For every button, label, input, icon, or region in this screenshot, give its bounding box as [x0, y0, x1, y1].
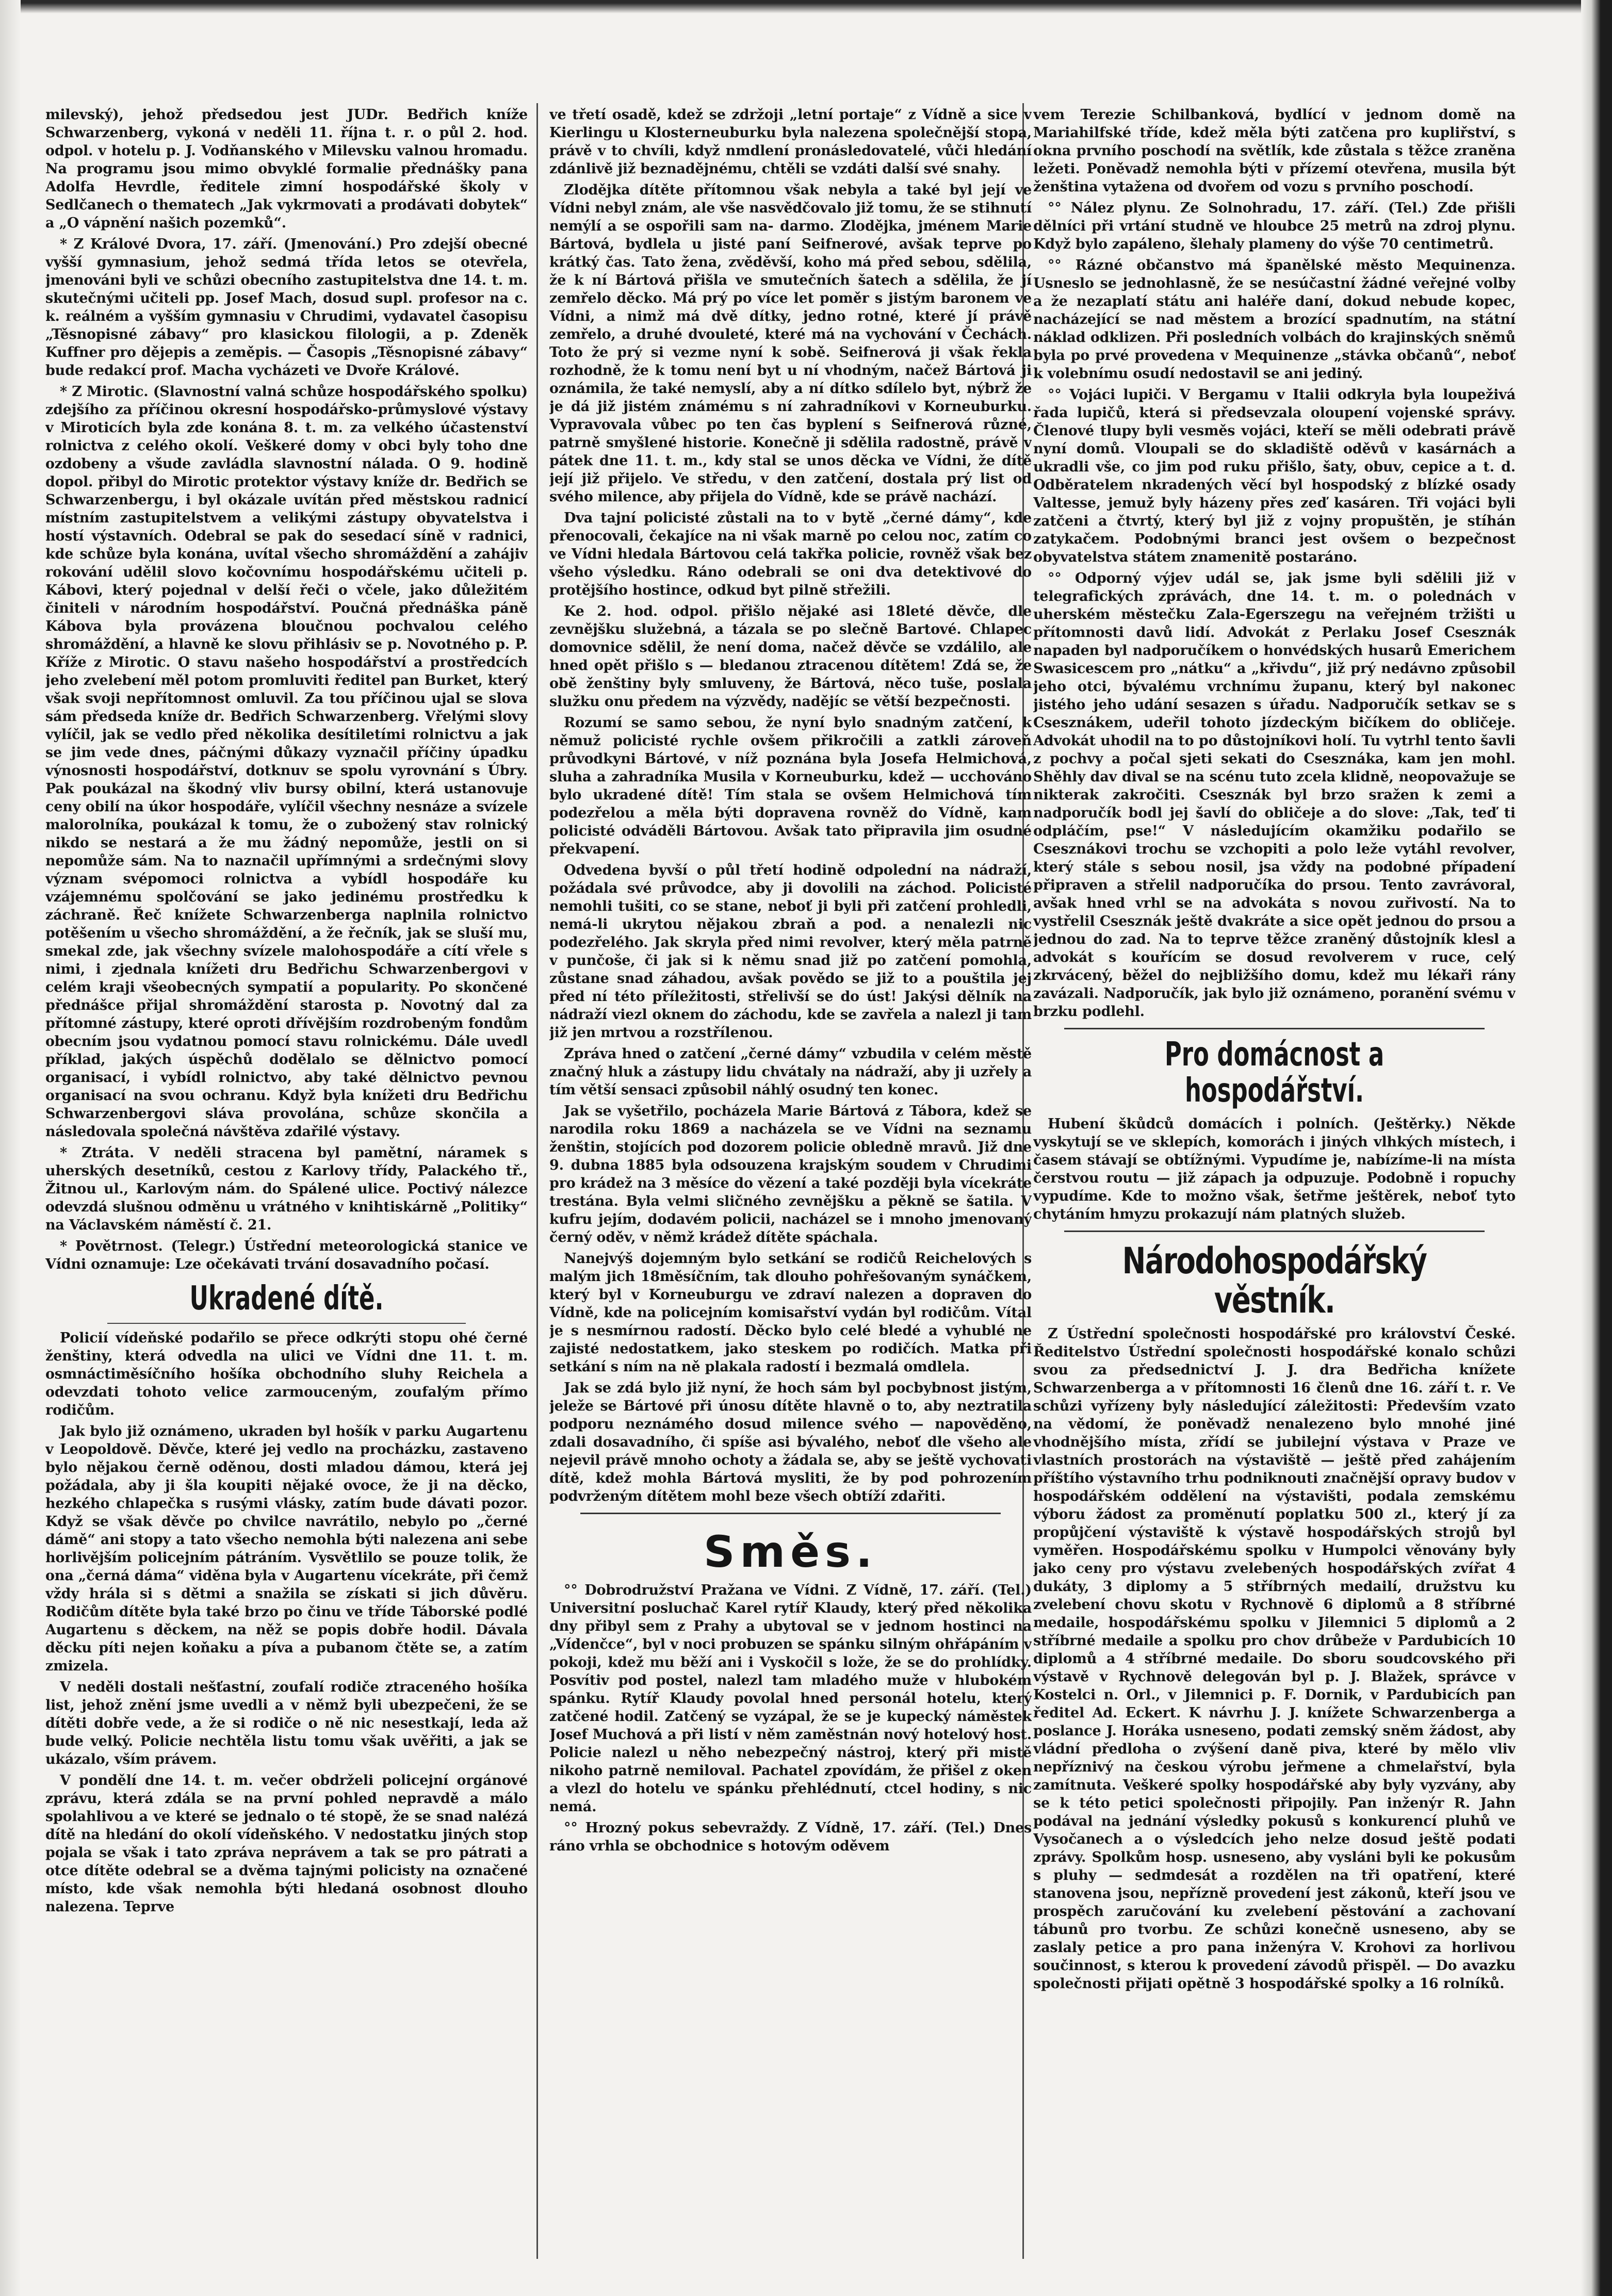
scan-edge-top: [0, 0, 1612, 13]
news-item-povetrnost: * Povětrnost. (Telegr.) Ústřední meteorologická stanice ve Vídni oznamuje: Lze očekávati trvání dosavadního počasí.: [45, 1238, 528, 1272]
section-divider: [580, 1513, 1001, 1514]
article-paragraph: Zlodějka dítěte přítomnou však nebyla a také byl její ve Vídni nebyl znám, ale vše nasvědčovalo již tomu, že se stihnutí nemýlí a se ospořili sam na- darmo. Zlodějka, jménem Marie Bártová, bydlela u jisté paní Seifnerové, avšak teprve po krátký čas. Tato žena, zvěděvší, koho má před sebou, sdělila, že k ní Bártová přišla ve smutečních šatech a sdělila, že jí zemřelo děcko. Má prý po více let poměr s jistým baronem ve Vídni, a nimž má dvě dítky, jedno rotné, které jí právě zemřelo, a druhé dvouleté, které má na vychování v Čechách. Toto že prý si vezme nyní k sobě. Seifnerová ji však řekla rozhodně, že k tomu není byt u ní vhodným, načež Bártová ji oznámila, že také nemyslí, aby a ní dítko sdílelo byt, nýbrž že je dá již jistém známému s ní zahradníkovi v Korneuburku. Vypravovala vůbec po ten čas byplení s Seifnerová různé, patrně smyšlené historie. Konečně ji sdělila radostně, právě v pátek dne 11. t. m., kdy stal se unos děcka ve Vídni, že dítě její již přijelo. Ve středu, v den zatčení, dostala prý list od svého milence, aby přijela do Vídně, kde se právě nachází.: [549, 182, 1032, 505]
news-item-vojaci-lupici: °° Vojáci lupiči. V Bergamu v Italii odkryla byla loupeživá řada lupičů, která si předsevzala oloupení vojenské správy. Členové tlupy byli vesměs vojáci, kteří se měli odebrati právě nyní domů. Vloupali se do skladiště oděvů v kasárnách a ukradli vše, co jim pod ruku přišlo, šaty, obuv, cepice a t. d. Odběratelem nkradených věcí byl hospodský z blízké osady Valtesse, jemuž byly házeny přes zeď kasáren. Tři vojáci byli zatčeni a čtvrtý, který byl již z vojny propuštěn, je stíhán zatykačem. Podobnými branci jest ovšem o bezpečnost obyvatelstva státem znamenitě postaráno.: [1033, 387, 1516, 565]
article-paragraph: Nanejvýš dojemným bylo setkání se rodičů Reichelových s malým jich 18měsíčním, tak dlouho pohřešovaným synáčkem, který byl v Korneuburgu ve zdraví nalezen a dopraven do Vídně, kde na policejním komisařství vydán byl rodičům. Vítal je s nesmírnou radostí. Děcko bylo celé bledé a vyhublé ne zajisté nedostatkem, jako steskem po rodičích. Matka při setkání s ním na ně plakala radostí i bezmalá omdlela.: [549, 1251, 1032, 1375]
scan-edge-left: [0, 0, 21, 2296]
news-item-kralove-dvur: * Z Králové Dvora, 17. září. (Jmenování.) Pro zdejší obecné vyšší gymnasium, jehož sedmá třída letos se otevřela, jmenováni byli ve schůzi obecního zastupitelstva dne 14. t. m. skutečnými učiteli pp. Josef Mach, dosud supl. profesor na c. k. reálném a vyšším gymnasiu v Chrudimi, vydavatel časopisu „Těsnopisné zábavy“ pro klasickou filologii, a p. Zdeněk Kuffner pro dějepis a zeměpis. — Časopis „Těsnopisné zábavy“ bude redakcí prof. Macha vycházeti ve Dvoře Králové.: [45, 236, 528, 379]
section-heading-domacnost: Pro domácnost a hospodářství.: [1164, 1036, 1385, 1110]
column-2: [549, 106, 1032, 2256]
article-paragraph: Z Ústřední společnosti hospodářské pro království České. Ředitelstvo Ústřední společnosti hospodářské konalo schůzi svou za předsednictví J. J. dra Bedřicha knížete Schwarzenberga a v přítomnosti 16 členů dne 16. září t. r. Ve schůzi vyřízeny byly následující záležitosti: Především vzato na vědomí, že poněvadž nenalezeno bylo mnohé jiné vhodnějšího místa, zřídí se jubilejní výstava v Praze ve vlastních prostorách na výstaviště — ještě před zahájením příštího výstavního trhu podniknouti značnější opravy budov v hospodářském oddělení na výstavišti, podala zemskému výboru žádost za proměnutí poplatku 500 zl., který jí za propůjčení výstaviště k výstavě hospodářských strojů byl vyměřen. Hospodářskému spolku v Humpolci věnovány byly jako ceny pro výstavu zvelebených hospodářských zvířat 4 dukáty, 3 diplomy a 5 stříbrných medailí, družstvu ku zvelebení chovu skotu v Rychnově 6 diplomů a 8 stříbrné medaile, hospodářskému spolku v Jilemnici 5 diplomů a 2 stříbrné medaile a spolku pro chov drůbeže v Pardubicích 10 diplomů a 4 stříbrné medaile. Do sboru soudcovského při výstavě v Rychnově delegován byl p. J. Blažek, správce v Kostelci n. Orl., v Jilemnici p. F. Dornik, v Pardubicích pan ředitel Ad. Eckert. K návrhu J. J. knížete Schwarzenberga a poslance J. Horáka usneseno, podati zemský sněm žádost, aby vládní předloha o zvýšení daně piva, které by mělo vliv nepříznivý na českou výrobu jeřmene a chmelařství, byla zamítnuta. Veškeré spolky hospodářské aby byly vyzvány, aby se k této petici společnosti připojily. Pan inženýr R. Jahn podával na jednání výsledky pokusů s konkurencí pluhů ve Vysočanech a o výsledcích jeho nelze dosud ještě podati zprávy. Spolkům hosp. usneseno, aby vysláni byli ke pokusům s pluhy — sedmdesát a rozdělen na tři opatření, které stanovena jsou, nepřízně provedení jest zákonů, kteří jsou ve prospěch zaručování ku zvelebení pěstování a zachovaní tábunů pro tvorbu. Ze schůzi konečně usneseno, aby se zaslaly petice a pro pana inženýra V. Krohovi za horlivou součinnost, s kterou k provedení závodů přispěl. — Do avazku společnosti přijati opětně 3 hospodářské spolky a 16 rolníků.: [1033, 1326, 1516, 1992]
article-paragraph: V pondělí dne 14. t. m. večer obdrželi policejní orgánové zprávu, která zdála se na první pohled nepravdě a málo spolahlivou a ve které se jednalo o té stopě, že se snad nalézá dítě na hledání do okolí vídeňského. V nedostatku jiných stop pojala se však i tato zpráva neprávem a tak se pro pátrati a otce dítěte odebral se a dvěma tajnými policisty na označené místo, kde však nemohla býti hledaná osobnost dlouho nalezena. Teprve: [45, 1773, 528, 1915]
article-paragraph: Jak se zdá bylo již nyní, že hoch sám byl pocbybnost jistým, jeleže se Bártové při únosu dítěte hlavně o to, aby neztratila podporu neznámého dosud milence svého — napověděno, zdali dosavadního, či spíše asi bývalého, neboť dle všeho ale nejevil právě mnoho ochoty a žádala se, aby se ještě vychovati dítě, kdež mohla Bártová mysliti, že by pod pohrozením podvrženým dítětem mohl beze všech obtíží zdařiti.: [549, 1380, 1032, 1504]
news-item-sebevrazda: °° Hrozný pokus sebevraždy. Z Vídně, 17. září. (Tel.) Dnes ráno vrhla se obchodnice s hotovým oděvem: [549, 1820, 1032, 1854]
scan-edge-right: [1581, 0, 1612, 2296]
article-paragraph: Ke 2. hod. odpol. přišlo nějaké asi 18leté děvče, dle zevnějšku služebná, a tázala se po slečně Bartové. Chlapec domovnice sdělil, že není doma, načež děvče se vzdálilo, ale hned opět přišlo s — bledanou ztracenou dítětem! Zdá se, že obě ženštiny byly smluveny, že Bártová, něco tuše, poslala služku onu předem na výzvědy, nadějíc se větší bezpečnosti.: [549, 603, 1032, 710]
column-1: [45, 106, 528, 2256]
article-paragraph: ve třetí osadě, kdež se zdržoji „letní portaje“ z Vídně a sice v Kierlingu u Klosterneuburku byla nalezena společnější stopa, právě v to chvíli, když nmdlení pronásledovatelé, vůči hledání zdánlivě již beznadějnému, chtěli se vzdáti další své snahy.: [549, 107, 1032, 177]
column-3: [1033, 106, 1516, 2256]
news-item-odporny-vyjev: °° Odporný výjev udál se, jak jsme byli sdělili již v telegrafických zprávách, dne 14. t. m. o polednách v uherském městečku Zala-Egerszegu na veřejném tržišti u přítomnosti davů lidí. Advokát z Perlaku Josef Csesznák napaden byl nadporučíkem o honvédských husarů Emerichem Swasicescem pro „nátku“ a „křivdu“, již prý nedávno způsobil jeho otci, bývalému vrchnímu županu, který byl nakonec jistého jeho udání sesazen s úřadu. Nadporučík setkav se s Csesznákem, udeřil tohoto jízdeckým bičíkem do obličeje. Advokát uhodil na to po důstojníkovi holí. Tu vytrhl tento šavli z pochvy a počal sjeti sekati do Csesznáka, kam jen mohl. Shěhly dav dival se na scénu tuto zcela klidně, neopovažuje se nikterak zakročiti. Csesznák byl brzo sražen k zemi a nadporučík bodl jej šavlí do obličeje a do slove: „Tak, teď ti odpláčím, pse!“ V následujícím okamžiku podařilo se Csesznákovi trochu se vzchopiti a polo leže vytáhl revolver, který stále s sebou nosil, jsa vždy na podobné případení připraven a střelil nadporučíka do prsou. Tento zavrávoral, avšak hned vrhl se na advokáta s novou zuřivostí. Na to vystřelil Csesznák ještě dvakráte a sice opět jednou do prsou a jednou do zad. Na to teprve těžce zraněný důstojník klesl a advokát s kouřícím se dosud revolverem v ruce, celý zkrvácený, běžel do nejbližšího domu, kdež mu lékaři rány zavázali. Nadporučík, jak bylo již oznámeno, poranění svému v brzku podlehl.: [1033, 570, 1516, 1020]
heading-underline: [107, 1323, 466, 1324]
article-paragraph: vem Terezie Schilbanková, bydlící v jednom domě na Mariahilfské tříde, kdež měla býti zatčena pro kupliřství, s okna prvního poschodí na světlík, kde zůstala s těžce zraněna ležeti. Poněvadž nemohla býti v přízemí otevřena, musila být ženština vytažena od dvořem od vozu s prvního poschodí.: [1033, 107, 1516, 195]
section-divider: [1064, 1231, 1485, 1232]
article-paragraph: V neděli dostali nešťastní, zoufalí rodiče ztraceného hošíka list, jehož znění jsme uvedli a v němž byli ubezpečeni, že se dítěti dobře vede, a že si rodiče o ně nic nesestkají, leda až bude velký. Policie nechtěla listu tomu však uvěřiti, a jak se ukázalo, vším právem.: [45, 1679, 528, 1767]
article-paragraph: Hubení škůdců domácích i polních. (Ještěrky.) Někde vyskytují se ve sklepích, komorách i jiných vlhkých místech, i časem stávají se obtížnými. Vypudíme je, nabízíme-li na místa čerstvou routu — již zápach ja odpuzuje. Podobně i ropuchy vypudíme. Kde to možno však, šetřme ještěrek, neboť tyto chytáním hmyzu prokazují nám platných služeb.: [1033, 1116, 1516, 1222]
article-paragraph: Jak se vyšetřilo, pocházela Marie Bártová z Tábora, kdež se narodila roku 1869 a nacházela se ve Vídni na seznamu ženštin, stojících pod dozorem policie obledně mravů. Již dne 9. dubna 1885 byla odsouzena krajským soudem v Chrudimi pro krádež na 3 měsíce do vězení a také později byla vícekráte trestána. Byla velmi sličného zevnějšku a pěkně se šatila. V kufru jejím, dodavém policii, nacházel se i mnoho jmenovaný černý oděv, v němž krádež dítěte spáchala.: [549, 1103, 1032, 1245]
news-item-mequinenza: °° Rázné občanstvo má španělské město Mequinenza. Usneslo se jednohlasně, že se nesúčastní žádné veřejné volby a že nezaplatí státu ani haléře daní, dokud nebude kopec, nacházející se nad městem a brozící spadnutím, na státní náklad odklizen. Při posledních volbách do krajinských sněmů byla po prvé provedena v Mequinenze „stávka občanů“, neboť k volebnímu osudí nedostavil se ani jediný.: [1033, 257, 1516, 382]
news-item-dobrodruzstvi: °° Dobrodružství Pražana ve Vídni. Z Vídně, 17. září. (Tel.) Universitní posluchač Karel rytíř Klaudy, který před několika dny přibyl sem z Prahy a ubytoval se v jednom hostinci na „Vídenčce“, byl v noci probuzen se spánku silným ohřápáním v pokoji, kdež mu běží ani i Vyskočil s lože, že se do prohlídky. Posvítiv pod postel, nalezl tam mladého muže v hlubokém spánku. Rytíř Klaudy povolal hned personál hotelu, který zatčené hodil. Zatčený se vyzápal, že se je kupecký náměstek Josef Muchová a při listí v něm zaměstnán nový hotelový host. Policie nalezl u něho nebezpečný nástroj, který při mistě nikoho patrně nemiloval. Pachatel zpovídám, že přišel z oken a vlezl do hotelu ve spánku přehlédnutí, ctcel hodiny, s nic nemá.: [549, 1582, 1032, 1815]
article-paragraph: Rozumí se samo sebou, že nyní bylo snadným zatčení, k němuž policisté rychle ovšem přikročili a zatkli zároveň průvodkyni Bártové, v níž poznána byla Josefa Helmichová, sluha a zahradníka Musila v Korneuburku, kdež — ucchováno bylo ukradené dítě! Tím stala se ovšem Helmichová tím podezřelou a měla býti dopravena rovněž do Vídně, kam policisté odváděli Bártovou. Avšak tato připravila jim osudné překvapení.: [549, 715, 1032, 857]
news-item-nalez-plynu: °° Nález plynu. Ze Solnohradu, 17. září. (Tel.) Zde přišli dělníci při vrtání studně ve hloubce 25 metrů na zdroj plynu. Když bylo zapáleno, šlehaly plameny do výše 70 centimetrů.: [1033, 200, 1516, 252]
article-paragraph: Zpráva hned o zatčení „černé dámy“ vzbudila v celém městě značný hluk a zástupy lidu chvátaly na nádraží, aby ji uzřely a tím větší sensaci způsobil náhlý osudný ten konec.: [549, 1046, 1032, 1098]
article-text: milevský), jehož předsedou jest JUDr. Bedřich kníže Schwarzenberg, vykoná v neděli 11. října t. r. o půl 2. hod. odpol. v hotelu p. J. Vodňanského v Milevsku valnou hromadu. Na programu jsou mimo obvyklé formalie přednášky pana Adolfa Hevrdle, ředitele zimní hospodářské školy v Sedlčanech o thematech „Jak vykrmovati a prodávati dobytek“ a „O vápnění našich pozemků“.: [45, 107, 528, 231]
section-heading-narodohospodarsky-vestnik: Národohospodářský věstník.: [1122, 1240, 1427, 1321]
article-paragraph: Jak bylo již oznámeno, ukraden byl hošík v parku Augartenu v Leopoldově. Děvče, které jej vedlo na procházku, zastaveno bylo nějakou černě oděnou, dosti mladou dámou, která jej požádala, aby ji šla koupiti nějaké ovoce, že ji na děcko, hezkého chlapečka s rusými vlásky, zatím bude dávati pozor. Když se však děvče po chvilce navrátilo, nebylo po „černé dámě“ ani stopy a tato všecho nemohla býti nalezena ani sebe horlivějším policejním pátráním. Vysvětlilo se pouze tolik, že ona „černá dáma“ viděna byla v Augartenu vícekráte, při čemž vždy hrála si s dětmi a snažila se získati si jich důvěru. Rodičům dítěte byla také brzo po činu ve tříde Táborské podlé Augartenu s děckem, na něž se popis dobře hodil. Dávala děcku píti nejen koňaku a píva a pubanom čtěte se, a zatím zmizela.: [45, 1423, 528, 1674]
section-heading-ukradene-dite: Ukradené dítě.: [189, 1280, 384, 1318]
article-paragraph: Dva tajní policisté zůstali na to v bytě „černé dámy“, kde přenocovali, čekajíce na ni však marně po celou noc, zatím co ve Vídni hledala Bártovou celá takřka policie, rovněž však bez všeho výsledku. Ráno odebrali se oni dva detektivové do protějšího hostince, odkud byt pilně střežili.: [549, 510, 1032, 598]
news-item-mirotice: * Z Mirotic. (Slavnostní valná schůze hospodářského spolku) zdejšího za příčinou okresní hospodářsko-průmyslové výstavy v Miroticích byla zde konána 8. t. m. za velkého účastenství rolnictva z celého okolí. Veškeré domy v obci byly toho dne ozdobeny a všude zavládla slavnostní nálada. O 9. hodině dopol. přibyl do Mirotic protektor výstavy kníže dr. Bedřich se Schwarzenbergu, i byl okázale uvítán před městskou radnicí místním zastupitelstvem a velikými zástupy obyvatelstva i hostí výstavních. Odebral se pak do sesedací síně v radnici, kde schůze byla konána, uvítal všecho shromáždění a zahájiv rokování udělil slovo kočovnímu hospodářskému učiteli p. Kábovi, který pojednal v delší řeči o včele, jako důležitém činiteli v národním hospodářství. Poučná přednáška páně Kábova byla provázena bloučnou pochvalou celého shromáždění, a hlavně ke slovu přihlásiv se p. Novotného p. P. Kříže z Mirotic. O stavu našeho hospodářství a prostředcích jeho zvelebení měl potom promluviti ředitel pan Burket, který však svoji nepřítomnost omluvil. Za tou příčinou ujal se slova sám předseda kníže dr. Bedřich Schwarzenberg. Vřelými slovy vylíčil, jak se vedlo před několika desítiletími rolnictvu a jak se jim vede dnes, páčnými důkazy vyznačil příčiny úpadku výnosnosti hospodářství, dotknuv se spolu vyrovnání s Úbry. Pak poukázal na škodný vliv bursy obilní, která ustanovuje ceny obilí na úkor hospodáře, vylíčil všechny nesnáze a svízele malorolníka, poukázal k tomu, že o zubožený stav rolnický nikdo se nestará a že mu žádný nepomůže, jestli on si nepomůže sám. Na to naznačil upřímnými a srdečnými slovy význam svépomoci rolnictva a vybídl hospodáře ku vzájemnému spolčování se jako jedinému prostředku k záchraně. Řeč knížete Schwarzenberga naplnila rolnictvo potěšením u všecho shromáždění, a že řečník, jak se sluší mu, smekal zde, jak všechny svízele malohospodáře a cítí vřele s nimi, i zjednala knížeti dru Bedřichu Schwarzenbergovi v celém kraji všeobecných sympatií a popularity. Po skončené přednášce přijal shromáždění starosta p. Novotný dal za přítomné zástupy, které oproti dřívějším rozdrobeným fondům obecním jsou vydatnou pomocí stavu rolnickému. Dále uvedl příklad, jakých úspěchů dodělalo se dělnictvo pomocí organisací, i vybídl rolnictvo, aby také dělnictvo pevnou organisací na svou ochranu. Když byla knížeti dru Bedřichu Schwarzenbergovi sláva provolána, schůze skončila a následovala společná návštěva zdařilé výstavy.: [45, 384, 528, 1140]
section-heading-smes: Směs.: [704, 1527, 877, 1577]
article-paragraph: Odvedena byvší o půl třetí hodině odpolední na nádraží, požádala své průvodce, aby ji dovolili na záchod. Policisté nemohli tušiti, co se stane, neboť ji byli při zatčení prohledli, nemá-li ukrytou nějakou zbraň a pod. a nenalezli nic podezřelého. Jak skryla před nimi revolver, který měla patrně v punčoše, či jak si k němu snad již po zatčení pomohla, zůstane snad záhadou, avšak povědo se již to a pouštila jej před ní této příležitosti, střelivší se do úst! Jakýsi dělník na nádraží viezl oknem do záchodu, kde se zavřela a nalezl ji tam již jen mrtvou a rozstřílenou.: [549, 862, 1032, 1041]
news-item-ztrata: * Ztráta. V neděli stracena byl pamětní, náramek s uherských desetníků, cestou z Karlovy třídy, Palackého tř., Žitnou ul., Karlovým nám. do Spálené ulice. Poctivý nálezce odevzdá slušnou odměnu u vrátného v knihtiskárně „Politiky“ na Václavském náměstí č. 21.: [45, 1145, 528, 1233]
column-rule-1: [536, 103, 538, 2259]
section-divider: [1064, 1028, 1485, 1029]
article-paragraph: Policií vídeňské podařilo se přece odkrýti stopu ohé černé ženštiny, která odvedla na ulici ve Vídni dne 11. t. m. osmnáctiměsíčního hošíka obchodního sluhy Reichela a odevzdati tohoto velice zarmouceným, zoufalým přímo rodičům.: [45, 1330, 528, 1418]
